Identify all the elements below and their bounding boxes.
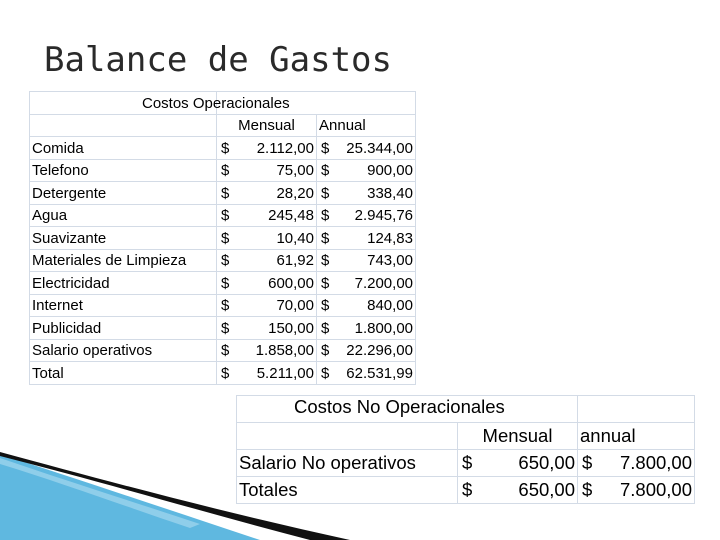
currency-symbol: $ [462,451,473,473]
amount-annual: 2.945,76 [354,207,413,224]
currency-symbol: $ [221,364,230,382]
amount-monthly: 650,00 [518,451,575,473]
table-title-cell [237,396,578,423]
currency-symbol: $ [221,229,230,247]
currency-symbol: $ [221,297,230,314]
cell-annual [317,204,416,227]
cell-annual [317,362,416,385]
amount-monthly: 10,40 [276,229,314,247]
cell-monthly [217,339,317,362]
decorative-swoosh [0,440,720,540]
amount-monthly: 5.211,00 [256,364,314,382]
amount-annual: 62.531,99 [346,364,413,382]
operational-costs-table [29,91,416,385]
amount-annual: 124,83 [367,229,413,247]
cell-annual [317,272,416,295]
currency-symbol: $ [321,319,330,337]
currency-symbol: $ [221,139,230,157]
cell-monthly [217,182,317,205]
cell-annual [317,317,416,340]
cell-monthly [217,137,317,160]
table-row [30,362,416,385]
header-empty-cell [30,114,217,137]
currency-symbol: $ [321,184,330,202]
row-label: Salario operativos [30,339,217,362]
cell-monthly [217,159,317,182]
table-row [30,317,416,340]
amount-monthly: 28,20 [276,184,314,202]
swoosh-blue-shape [0,454,260,540]
cell-annual [317,159,416,182]
currency-symbol: $ [321,207,330,224]
cell-annual [317,339,416,362]
cell-monthly [217,272,317,295]
amount-monthly: 650,00 [518,478,575,500]
table-title: Costos Operacionales [142,94,290,112]
currency-symbol: $ [582,478,593,500]
amount-monthly: 1.858,00 [255,342,314,359]
cell-annual [317,227,416,250]
amount-annual: 338,40 [367,184,413,202]
row-label: Electricidad [30,272,217,295]
column-header-annual: Annual [317,114,416,137]
amount-monthly: 75,00 [276,162,314,179]
currency-symbol: $ [221,252,230,269]
row-label: Salario No operativos [237,449,458,476]
currency-symbol: $ [321,274,330,292]
row-label: Total [30,362,217,385]
column-header-annual: annual [578,422,695,449]
row-label: Agua [30,204,217,227]
currency-symbol: $ [321,297,330,314]
amount-annual: 7.800,00 [619,451,692,473]
amount-monthly: 245,48 [268,207,314,224]
table-row [30,137,416,160]
table-title-row [30,92,416,115]
currency-symbol: $ [221,274,230,292]
table-title-row [237,396,695,423]
table-row [30,339,416,362]
currency-symbol: $ [221,319,230,337]
column-header-monthly: Mensual [217,114,317,137]
currency-symbol: $ [462,478,473,500]
currency-symbol: $ [221,342,230,359]
table-row [30,227,416,250]
row-label: Detergente [30,182,217,205]
amount-monthly: 150,00 [268,319,314,337]
amount-annual: 743,00 [367,252,413,269]
row-label: Telefono [30,159,217,182]
row-label: Materiales de Limpieza [30,249,217,272]
currency-symbol: $ [321,162,330,179]
amount-monthly: 70,00 [276,297,314,314]
currency-symbol: $ [321,252,330,269]
cell-annual [317,249,416,272]
currency-symbol: $ [221,207,230,224]
row-label: Internet [30,294,217,317]
table-title: Costos No Operacionales [294,395,505,417]
table-row [30,294,416,317]
table-title-spacer [578,396,695,423]
currency-symbol: $ [321,364,330,382]
table-row [30,182,416,205]
amount-monthly: 61,92 [276,252,314,269]
cell-monthly [217,204,317,227]
amount-monthly: 600,00 [268,274,314,292]
amount-annual: 22.296,00 [346,342,413,359]
cell-annual [317,182,416,205]
table-title-cell [142,92,416,115]
cell-monthly [217,227,317,250]
slide-title: Balance de Gastos [44,40,392,80]
currency-symbol: $ [321,342,330,359]
table-row [30,159,416,182]
row-label: Totales [237,476,458,503]
amount-annual: 1.800,00 [354,319,413,337]
cell-annual [317,294,416,317]
cell-monthly [217,249,317,272]
cell-monthly [217,294,317,317]
currency-symbol: $ [582,451,593,473]
amount-annual: 900,00 [367,162,413,179]
column-header-monthly: Mensual [458,422,578,449]
table-row [30,249,416,272]
amount-annual: 840,00 [367,297,413,314]
currency-symbol: $ [321,229,330,247]
row-label: Publicidad [30,317,217,340]
amount-monthly: 2.112,00 [256,139,314,157]
row-label: Suavizante [30,227,217,250]
currency-symbol: $ [321,139,330,157]
amount-annual: 7.800,00 [619,478,692,500]
cell-monthly [217,317,317,340]
currency-symbol: $ [221,162,230,179]
table-row [30,204,416,227]
table-header-row [30,114,416,137]
row-label: Comida [30,137,217,160]
amount-annual: 7.200,00 [354,274,413,292]
cell-annual [317,137,416,160]
currency-symbol: $ [221,184,230,202]
table-row [30,272,416,295]
cell-monthly [217,362,317,385]
amount-annual: 25.344,00 [346,139,413,157]
